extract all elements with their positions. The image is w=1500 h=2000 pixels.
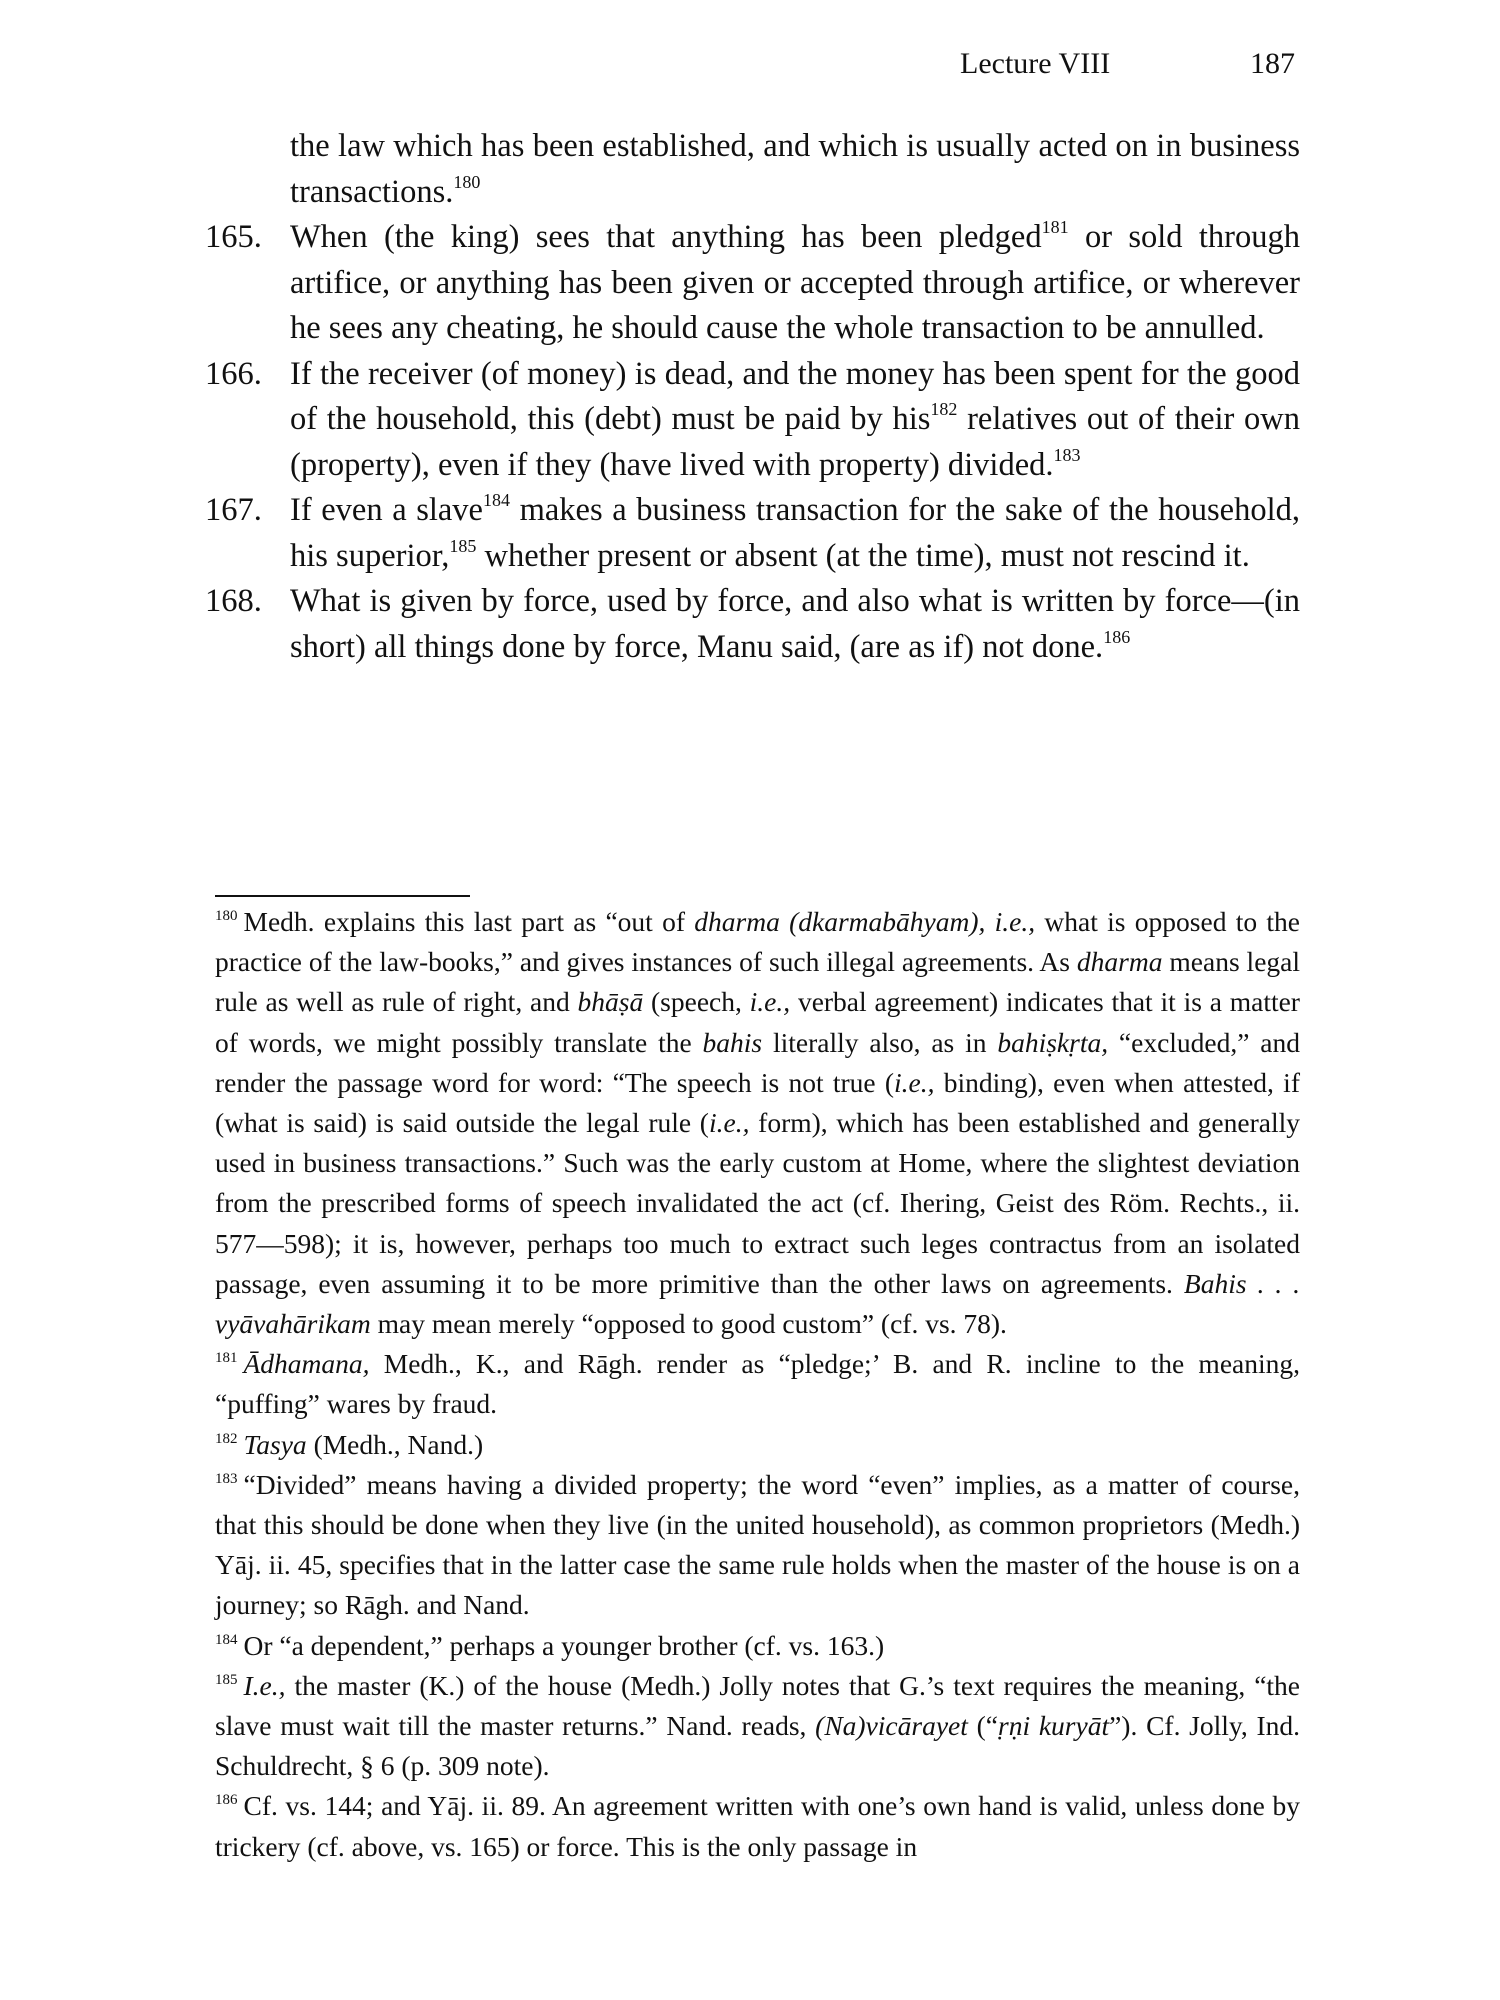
running-head bbox=[930, 44, 1295, 84]
footnote-ref: 184 bbox=[483, 490, 510, 510]
footnote-182: $^{182}$ Tasya (Medh., Nand.) bbox=[215, 1428, 484, 1460]
verse-166: 166. If the receiver (of money) is dead, and the money has been spent for the good of the household, this (debt) must be paid by his$^{182}$ relatives out of their own (property), even if they (have lived with property) divided.$^{183}$ bbox=[205, 352, 1300, 489]
footnote-184: $^{184}$ Or “a dependent,” perhaps a younger brother (cf. vs. 163.) bbox=[215, 1629, 885, 1661]
verse-number: 167. bbox=[205, 492, 262, 528]
verse-number: 168. bbox=[205, 583, 262, 619]
verse-167: 167. If even a slave$^{184}$ makes a business transaction for the sake of the household, his superior,$^{185}$ whether present or absent (at the time), must not rescind it. bbox=[205, 490, 1300, 574]
running-title: Lecture VIII bbox=[960, 47, 1111, 80]
footnote-ref: 180 bbox=[453, 171, 481, 192]
footnote-ref: 185 bbox=[449, 535, 477, 556]
footnote-mark: 185 bbox=[215, 1671, 238, 1688]
footnote-mark: 181 bbox=[215, 1350, 238, 1367]
footnote-mark: 180 bbox=[215, 908, 238, 924]
footnote-ref: 186 bbox=[1103, 626, 1131, 647]
footnote-ref: 182 bbox=[930, 399, 958, 419]
continuation-paragraph: the law which has been established, and which is usually acted on in business transactions.$^{180}$ bbox=[290, 128, 1300, 210]
footnote-185: $^{185}$ I.e., the master (K.) of the house (Medh.) Jolly notes that G.’s text requires the meaning, “the slave must wait till the master returns.” Nand. reads, (Na)vicārayet (“ṛṇi kuryāt”). Cf. Jolly, Ind. Schuldrecht, § 6 (p. 309 note). bbox=[215, 1669, 1301, 1782]
main-text bbox=[205, 124, 1300, 670]
verse-165: 165. When (the king) sees that anything has been pledged$^{181}$ or sold through artifice, or anything has been given or accepted through artifice, or wherever he sees any cheating, he should cause the whole transaction to be annulled. bbox=[205, 217, 1300, 346]
verse-number: 166. bbox=[205, 355, 262, 392]
verse-168: 168. What is given by force, used by force, and also what is written by force—(in short) all things done by force, Manu said, (are as if) not done.$^{186}$ bbox=[205, 579, 1300, 670]
verse-number: 165. bbox=[205, 219, 262, 255]
footnote-ref: 183 bbox=[1053, 444, 1081, 465]
footnote-divider bbox=[215, 895, 470, 897]
footnote-mark: 183 bbox=[215, 1470, 238, 1487]
footnote-181: $^{181}$ Ādhamana, Medh., K., and Rāgh. render as “pledge;’ B. and R. incline to the meaning, “puffing” wares by fraud. bbox=[215, 1348, 1300, 1420]
footnote-mark: 186 bbox=[215, 1792, 238, 1809]
page-number: 187 bbox=[1250, 47, 1295, 80]
footnote-mark: 182 bbox=[215, 1430, 238, 1447]
footnote-183: $^{183}$ “Divided” means having a divided property; the word “even” implies, as a matter of course, that this should be done when they live (in the united household), as common proprietors (Medh.) Yāj. ii. 45, specifies that in the latter case the same rule holds when the master of the house is on a journey; so Rāgh. and Nand. bbox=[215, 1468, 1300, 1621]
footnotes bbox=[215, 902, 1300, 1867]
footnote-mark: 184 bbox=[215, 1631, 238, 1648]
footnote-186: $^{186}$ Cf. vs. 144; and Yāj. ii. 89. An agreement written with one’s own hand is valid, unless done by trickery (cf. above, vs. 165) or force. This is the only passage in bbox=[215, 1790, 1300, 1862]
footnote-ref: 181 bbox=[1041, 217, 1069, 237]
footnote-180: $^{180}$ Medh. explains this last part as “out of dharma (dkarmabāhyam), i.e., what is opposed to the practice of the law-books,” and gives instances of such illegal agreements. As dharma means legal rule as well as rule of right, and bhāṣā (speech, i.e., verbal agreement) indicates that it is a matter of words, we might possibly translate the bahis literally also, as in bahiṣkṛta, “excluded,” and render the passage word for word: “The speech is not true (i.e., binding), even when attested, if (what is said) is said outside the legal rule (i.e., form), which has been established and generally used in business transactions.” Such was the early custom at Home, where the slightest deviation from the prescribed forms of speech invalidated the act (cf. Ihering, Geist des Röm. Rechts., ii. 577—598); it is, however, perhaps too much to extract such leges contractus from an isolated passage, even assuming it to be more primitive than the other laws on agreements. Bahis . . . vyāvahārikam may mean merely “opposed to good custom” (cf. vs. 78). bbox=[215, 906, 1301, 1340]
